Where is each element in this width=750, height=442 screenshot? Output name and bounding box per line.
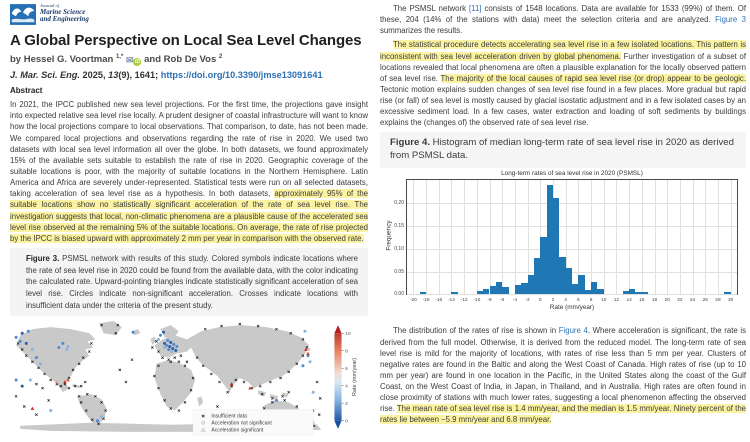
y-gridline — [407, 226, 737, 227]
x-tick-label: -8 — [487, 298, 492, 304]
chart-y-axis-label: Frequency — [385, 220, 393, 251]
p3-highlight: The mean rate of sea level rise is 1.4 mm/year, and the median is 1.5 mm/year. Ninety percent of the rates lie between −5.9 mm/year and 6.8 mm/year. — [380, 404, 746, 425]
figure4-histogram — [380, 170, 746, 322]
byline-and: and — [141, 54, 164, 66]
y-tick-label: 0.15 — [394, 222, 404, 229]
p1-text2: consists of 1548 locations. Data are available for 1533 (99%) of them. Of these, 204 (14% of the stations with data) meet the selection criteria and are analyzed. — [380, 4, 746, 25]
x-tick-label: -6 — [500, 298, 505, 304]
journal-name — [40, 4, 89, 24]
svg-text:8: 8 — [345, 349, 348, 355]
map-colorbar — [334, 326, 357, 430]
x-tick-label: 6 — [577, 298, 580, 304]
histogram-bar — [597, 289, 603, 294]
paragraph-distribution — [380, 325, 746, 425]
x-tick-label: 20 — [664, 298, 670, 304]
y-gridline — [407, 272, 737, 273]
legend-item-insufficient: Insufficient data — [211, 414, 247, 421]
x-tick-label: 28 — [715, 298, 721, 304]
author-byline — [10, 54, 368, 66]
histogram-bar — [724, 292, 730, 294]
x-gridline — [655, 180, 656, 294]
abstract-text: In 2021, the IPCC published new sea level projections. For the first time, the projections gave insight into expected relative sea level rise locally. A prudent designer of coastal infrastructure will want to know how the local projections compare to local observations. That comparison, to date, has not been made. We compared local projections and observations regarding the rate of rise in 2020. We used two datasets with local sea level information all over the globe. In both datasets, we found approximately 15% of the available sets suitable to establish the rate of rise in 2020. Geographic coverage of the suitable locations is poor, with the majority of suitable locations in the Northern Hemisphere. Latin America and Africa are severely under-represented. Statistical tests were run on all selected datasets, taking acceleration of sea level rise as a hypothesis. In both datasets, — [10, 100, 368, 199]
x-gridline — [680, 180, 681, 294]
figure3-caption-text: PSMSL network with results of this study. Colored symbols indicate locations where the rate of sea level rise in 2020 could be found from the available data, with the color indicating the calculated rate. Upward-pointing triangles indicate statistically significant acceleration of sea level rise. Circles indicate non-significant acceleration. Crosses indicate locations with insufficient data under the criteria of the present study. — [26, 253, 358, 310]
x-gridline — [705, 180, 706, 294]
citation-volume: 13 — [108, 70, 119, 81]
journal-logo[interactable] — [10, 4, 368, 25]
x-tick-label: -16 — [435, 298, 443, 304]
x-tick-label: 26 — [702, 298, 708, 304]
author2-link[interactable]: Rob De Vos — [163, 54, 217, 66]
paragraph-psmsl-network — [380, 3, 746, 36]
x-gridline — [502, 180, 503, 294]
svg-text:10: 10 — [345, 332, 351, 338]
citation-line — [10, 70, 368, 80]
x-tick-label: -20 — [409, 298, 417, 304]
x-tick-label: -18 — [422, 298, 430, 304]
x-gridline — [451, 180, 452, 294]
x-gridline — [490, 180, 491, 294]
citation-rest: (9), 1641; — [118, 70, 161, 81]
figure3-caption — [10, 248, 368, 316]
x-tick-label: -4 — [512, 298, 518, 304]
byline-prefix: by — [10, 54, 24, 66]
p2-text2: Tectonic motion explains sudden changes of sea level rise found in a few places. More gradual but rapid rise (or fall) of sea level is mostly caused by glacial isostatic adjustment and in a few isolated cases by an excessive sediment load. In a few cases, water extraction and loading of soft sediments by buildings explains the (changes of) the observed rate of sea level rise. — [380, 84, 746, 128]
abstract-highlight: approximately 95% of the suitable locations show no statistically significant acceleration of the rate of sea level rise. The investigation suggests that local, non-climatic phenomena are a plausible cause of the accelerated sea level rise observed at the remaining 5% of the suitable locations. On average, the rate of rise projected by the IPCC is biased upward with approximately 2 mm per year in comparison with the observed rate. — [10, 189, 368, 243]
x-gridline — [731, 180, 732, 294]
legend-item-significant: Acceleration significant — [211, 427, 264, 434]
left-column — [10, 4, 368, 442]
x-tick-label: 10 — [601, 298, 607, 304]
journal-logo-icon — [10, 4, 36, 25]
chart-x-axis-label: Rate (mm/year) — [549, 304, 595, 312]
x-gridline — [413, 180, 414, 294]
x-tick-label: 30 — [727, 298, 734, 304]
histogram-bar — [451, 292, 457, 294]
email-icon[interactable]: ✉ — [125, 55, 134, 66]
x-tick-label: 14 — [626, 298, 632, 304]
x-gridline — [591, 180, 592, 294]
figure4-caption-text: Histogram of median long-term rate of sea level rise in 2020 as derived from PSMSL data. — [390, 136, 734, 162]
legend-item-not-significant: Acceleration not significant — [211, 420, 272, 427]
y-tick-label: 0.05 — [394, 268, 404, 275]
y-gridline — [407, 294, 737, 295]
x-gridline — [718, 180, 719, 294]
figure4-caption — [380, 132, 746, 169]
histogram-bar — [502, 287, 508, 294]
abstract-paragraph — [10, 99, 368, 244]
citation-sep: , — [102, 70, 109, 81]
x-tick-label: -14 — [447, 298, 455, 304]
journal-name-line1: Marine Science — [40, 7, 86, 16]
figure3-link[interactable]: Figure 3 — [715, 15, 746, 25]
x-gridline — [515, 180, 516, 294]
x-gridline — [477, 180, 478, 294]
x-tick-label: 16 — [639, 298, 645, 304]
x-gridline — [642, 180, 643, 294]
figure4-link[interactable]: Figure 4 — [558, 326, 588, 336]
doi-link[interactable]: https://doi.org/10.3390/jmse13091641 — [160, 70, 323, 81]
x-gridline — [616, 180, 617, 294]
x-gridline — [426, 180, 427, 294]
figure3-label: Figure 3. — [26, 253, 60, 263]
p2-highlight1: The statistical procedure detects accelerating sea level rise in a few isolated locations. This pattern is inconsistent with sea level acceleration driven by global phenomena. — [380, 40, 746, 61]
citation-journal: J. Mar. Sci. Eng. — [10, 70, 80, 81]
y-gridline — [407, 203, 737, 204]
journal-name-line2: and Engineering — [40, 15, 89, 24]
world-map-image — [10, 319, 368, 437]
p3-text1: The distribution of the rates of rise is shown in — [393, 326, 559, 336]
svg-text:4: 4 — [345, 384, 348, 390]
x-tick-label: 12 — [613, 298, 620, 304]
x-tick-label: 22 — [677, 298, 683, 304]
histogram-bar — [420, 292, 426, 294]
x-tick-label: 8 — [589, 298, 593, 304]
reference-11-link[interactable]: [11] — [469, 4, 482, 13]
svg-text:0: 0 — [345, 419, 348, 425]
author1-affiliation: 1,* — [115, 54, 124, 60]
y-tick-label: 0.00 — [394, 291, 404, 298]
orcid-icon[interactable]: iD — [134, 59, 140, 66]
svg-text:2: 2 — [345, 402, 348, 408]
x-tick-label: 2 — [551, 298, 555, 304]
p3-text2: . Where acceleration is significant, the rate is derived from the full model. Otherwise, it is derived from the reduced model. The long-term rate of sea level rise is mild for the majority of locations, with rates of rise less than 5 mm per year. Clusters of negative rates are found in the Baltic and along the West Coast of Canada. High rates of rise (up to 10 mm per year) are found in one location in the Pacific, in the United States along the coast of the Gulf Coast, on the West Coast of India, in Japan, in Thailand, and in Australia. High rates are often found in close proximity of stations with much lower rates, suggesting a local phenomenon affecting the observed rise. — [380, 326, 747, 414]
histogram-bar — [642, 292, 648, 295]
svg-text:6: 6 — [345, 367, 348, 373]
legend-circle-icon — [202, 422, 205, 425]
x-tick-label: -2 — [525, 298, 530, 304]
journal-name-prefix: Journal of — [40, 3, 60, 8]
x-tick-label: 18 — [651, 298, 658, 304]
x-tick-label: -10 — [473, 298, 481, 304]
x-gridline — [693, 180, 694, 294]
figure3-map — [10, 319, 368, 442]
p1-text: The PSMSL network — [393, 4, 470, 13]
x-gridline — [629, 180, 630, 294]
colorbar-label: Rate (mm/year) — [351, 358, 358, 397]
x-gridline — [667, 180, 668, 294]
x-tick-label: 4 — [564, 298, 567, 304]
chart-plot-area — [394, 179, 738, 304]
x-gridline — [604, 180, 605, 294]
chart-title: Long-term rates of sea level rise in 2020 (PSMSL) — [501, 170, 643, 178]
y-tick-label: 0.10 — [394, 245, 404, 252]
paragraph-statistical-procedure — [380, 39, 746, 128]
right-column — [380, 3, 746, 429]
x-gridline — [464, 180, 465, 294]
x-tick-label: 0 — [538, 298, 542, 304]
figure4-label: Figure 4. — [390, 136, 430, 148]
y-tick-label: 0.20 — [394, 200, 404, 207]
x-tick-label: -12 — [460, 298, 468, 304]
map-legend — [193, 410, 313, 435]
author1-link[interactable]: Hessel G. Voortman — [23, 54, 114, 66]
abstract-heading: Abstract — [10, 86, 43, 96]
x-gridline — [439, 180, 440, 294]
p2-highlight2: The majority of the local causes of rapid sea level rise (or drop) appear to be geologic. — [440, 73, 746, 83]
p1-text3: summarizes the results. — [380, 26, 463, 36]
citation-year: 2025 — [82, 70, 103, 81]
author2-affiliation: 2 — [218, 54, 223, 60]
y-gridline — [407, 249, 737, 250]
p2-text1: Further investigation of a subset of locations revealed that local phenomena are often a plausible explanation for the locally observed pattern of sea level rise. — [380, 51, 746, 83]
page-title: A Global Perspective on Local Sea Level Changes — [10, 32, 362, 49]
x-tick-label: 24 — [689, 298, 696, 304]
